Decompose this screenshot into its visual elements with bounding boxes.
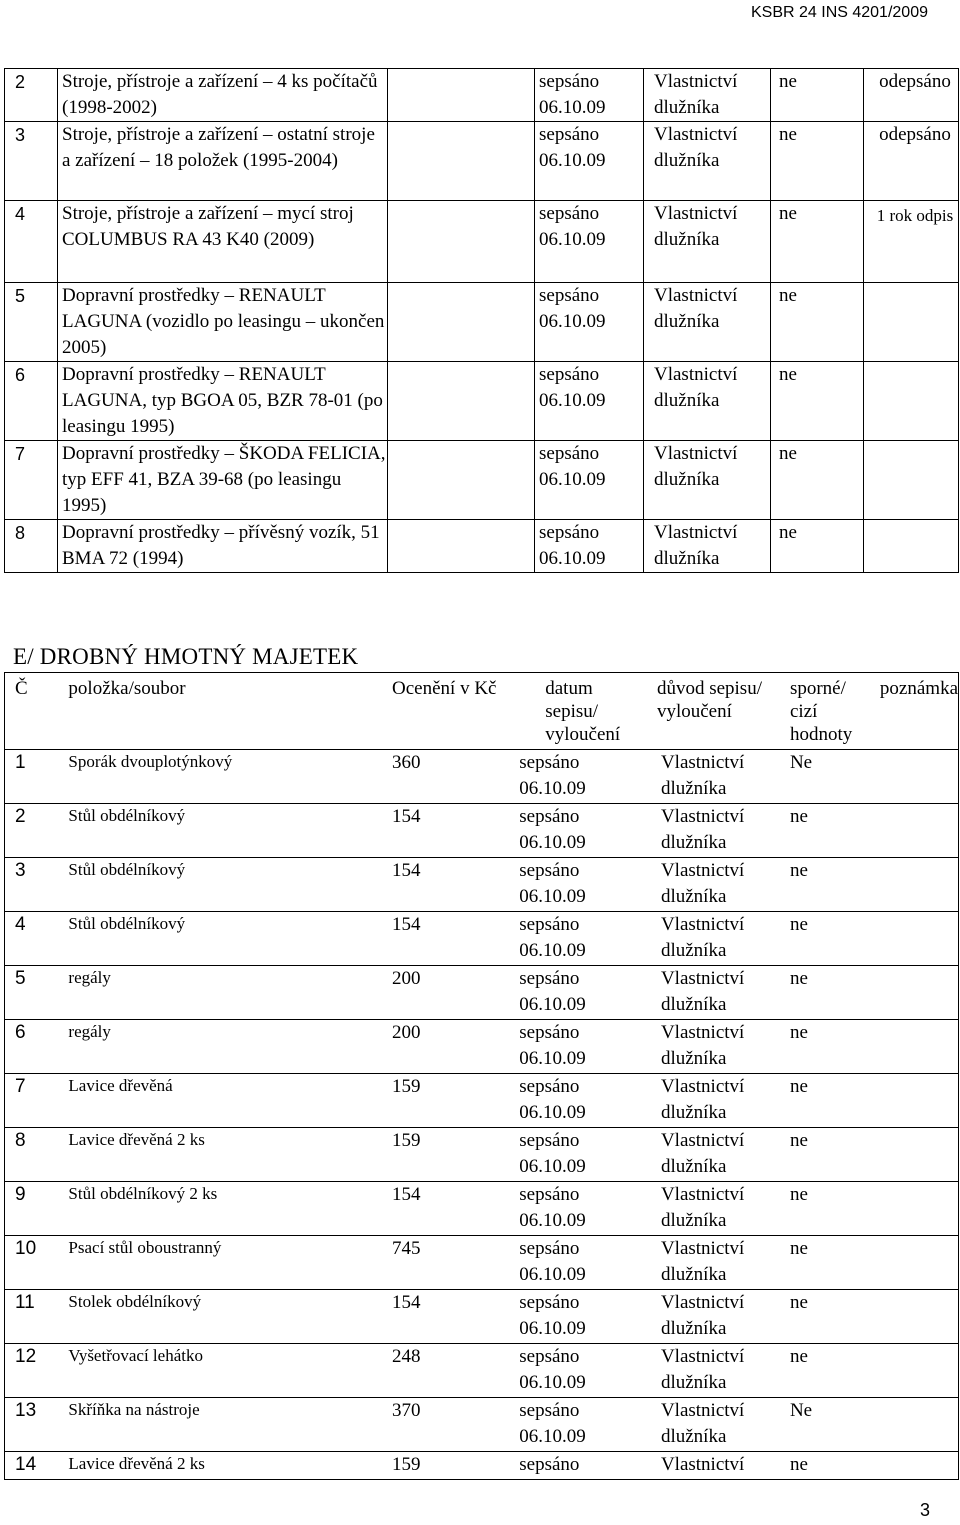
item-disputed: ne <box>782 1020 878 1074</box>
item-disputed: ne <box>782 858 878 912</box>
item-value <box>388 201 535 283</box>
item-value <box>388 283 535 362</box>
item-date: sepsáno 06.10.09 <box>535 362 644 441</box>
table-row <box>5 1344 959 1398</box>
item-description: Dopravní prostředky – RENAULT LAGUNA (vozidlo po leasingu – ukončen 2005) <box>58 283 388 362</box>
row-number: 4 <box>5 912 69 966</box>
item-disputed: ne <box>782 966 878 1020</box>
item-reason: Vlastnictví dlužníka <box>649 858 782 912</box>
item-date: sepsáno 06.10.09 <box>515 1344 649 1398</box>
item-reason: Vlastnictví dlužníka <box>649 1020 782 1074</box>
item-disputed: ne <box>782 1182 878 1236</box>
item-note <box>864 441 959 520</box>
item-disputed: ne <box>771 122 864 201</box>
table-header-row <box>5 673 959 750</box>
item-reason: Vlastnictví dlužníka <box>649 1128 782 1182</box>
table-row <box>5 520 959 573</box>
item-date: sepsáno 06.10.09 <box>515 1398 649 1452</box>
item-note <box>864 283 959 362</box>
row-number: 11 <box>5 1290 69 1344</box>
item-value <box>388 441 535 520</box>
row-number: 1 <box>5 750 69 804</box>
item-date: sepsáno <box>515 1452 649 1480</box>
item-note: odepsáno <box>864 122 959 201</box>
row-number: 2 <box>5 804 69 858</box>
item-value: 200 <box>366 1020 515 1074</box>
row-number: 7 <box>5 441 58 520</box>
row-number: 14 <box>5 1452 69 1480</box>
row-number: 3 <box>5 858 69 912</box>
item-description: Psací stůl oboustranný <box>68 1236 366 1290</box>
item-description: Lavice dřevěná 2 ks <box>68 1128 366 1182</box>
item-description: Stroje, přístroje a zařízení – ostatní stroje a zařízení – 18 položek (1995-2004) <box>58 122 388 201</box>
item-description: Stůl obdélníkový <box>68 804 366 858</box>
item-reason: Vlastnictví dlužníka <box>644 122 771 201</box>
item-reason: Vlastnictví dlužníka <box>644 362 771 441</box>
item-date: sepsáno 06.10.09 <box>515 1020 649 1074</box>
item-date: sepsáno 06.10.09 <box>535 283 644 362</box>
item-note <box>864 520 959 573</box>
row-number: 12 <box>5 1344 69 1398</box>
item-reason: Vlastnictví dlužníka <box>644 520 771 573</box>
item-value: 154 <box>366 804 515 858</box>
table-row <box>5 1182 959 1236</box>
item-note: odepsáno <box>864 69 959 122</box>
item-value: 159 <box>366 1128 515 1182</box>
item-note <box>878 1020 959 1074</box>
row-number: 5 <box>5 283 58 362</box>
item-description: Stůl obdélníkový <box>68 912 366 966</box>
item-value: 154 <box>366 858 515 912</box>
item-description: Lavice dřevěná <box>68 1074 366 1128</box>
item-date: sepsáno 06.10.09 <box>515 1182 649 1236</box>
row-number: 9 <box>5 1182 69 1236</box>
row-number: 7 <box>5 1074 69 1128</box>
item-description: Stroje, přístroje a zařízení – mycí stroj COLUMBUS RA 43 K40 (2009) <box>58 201 388 283</box>
row-number: 3 <box>5 122 58 201</box>
small-assets-table <box>4 672 959 1480</box>
item-value: 154 <box>366 912 515 966</box>
header-note: poznámka <box>879 678 958 699</box>
item-date: sepsáno 06.10.09 <box>535 520 644 573</box>
table-row <box>5 362 959 441</box>
item-value: 159 <box>366 1452 515 1480</box>
table-row <box>5 966 959 1020</box>
document-reference: KSBR 24 INS 4201/2009 <box>750 4 928 21</box>
table-row <box>5 1398 959 1452</box>
item-note <box>878 912 959 966</box>
row-number: 10 <box>5 1236 69 1290</box>
item-disputed: ne <box>771 520 864 573</box>
assets-table-upper <box>4 68 959 573</box>
item-value: 248 <box>366 1344 515 1398</box>
item-date: sepsáno 06.10.09 <box>535 69 644 122</box>
item-reason: Vlastnictví dlužníka <box>649 1074 782 1128</box>
item-disputed: Ne <box>782 1398 878 1452</box>
item-description: Stůl obdélníkový 2 ks <box>68 1182 366 1236</box>
item-value: 370 <box>366 1398 515 1452</box>
table-row <box>5 122 959 201</box>
item-note <box>878 1236 959 1290</box>
item-description: Dopravní prostředky – RENAULT LAGUNA, typ BGOA 05, BZR 78-01 (po leasingu 1995) <box>58 362 388 441</box>
header-disputed: sporné/ cizí hodnoty <box>789 678 853 745</box>
item-reason: Vlastnictví dlužníka <box>644 69 771 122</box>
item-description: Skříňka na nástroje <box>68 1398 366 1452</box>
item-date: sepsáno 06.10.09 <box>515 1128 649 1182</box>
table-row <box>5 750 959 804</box>
header-number: Č <box>5 673 69 750</box>
row-number: 5 <box>5 966 69 1020</box>
item-value <box>388 69 535 122</box>
item-reason: Vlastnictví dlužníka <box>649 1344 782 1398</box>
table-row <box>5 441 959 520</box>
table-row <box>5 201 959 283</box>
row-number: 4 <box>5 201 58 283</box>
table-row <box>5 1128 959 1182</box>
item-note <box>878 804 959 858</box>
item-reason: Vlastnictví dlužníka <box>649 1182 782 1236</box>
item-description: regály <box>68 966 366 1020</box>
item-description: Stroje, přístroje a zařízení – 4 ks počítačů (1998-2002) <box>58 69 388 122</box>
item-description: Dopravní prostředky – přívěsný vozík, 51 BMA 72 (1994) <box>58 520 388 573</box>
item-note <box>878 1452 959 1480</box>
table-row <box>5 1020 959 1074</box>
item-description: Lavice dřevěná 2 ks <box>68 1452 366 1480</box>
item-note <box>878 1182 959 1236</box>
item-value: 200 <box>366 966 515 1020</box>
item-reason: Vlastnictví dlužníka <box>649 1290 782 1344</box>
item-disputed: ne <box>771 69 864 122</box>
item-description: Dopravní prostředky – ŠKODA FELICIA, typ EFF 41, BZA 39-68 (po leasingu 1995) <box>58 441 388 520</box>
item-disputed: ne <box>771 441 864 520</box>
item-reason: Vlastnictví dlužníka <box>644 283 771 362</box>
item-note <box>878 1074 959 1128</box>
item-disputed: Ne <box>782 750 878 804</box>
item-description: Sporák dvouplotýnkový <box>68 750 366 804</box>
table-row <box>5 69 959 122</box>
item-date: sepsáno 06.10.09 <box>515 912 649 966</box>
item-disputed: ne <box>782 1074 878 1128</box>
item-note <box>878 1128 959 1182</box>
item-value: 745 <box>366 1236 515 1290</box>
table-row <box>5 283 959 362</box>
table-row <box>5 1074 959 1128</box>
item-date: sepsáno 06.10.09 <box>535 201 644 283</box>
item-value <box>388 362 535 441</box>
row-number: 8 <box>5 520 58 573</box>
item-date: sepsáno 06.10.09 <box>535 122 644 201</box>
item-value <box>388 122 535 201</box>
item-reason: Vlastnictví dlužníka <box>644 201 771 283</box>
item-reason: Vlastnictví dlužníka <box>649 804 782 858</box>
item-reason: Vlastnictví dlužníka <box>644 441 771 520</box>
item-date: sepsáno 06.10.09 <box>515 858 649 912</box>
item-disputed: ne <box>771 362 864 441</box>
item-note <box>878 1398 959 1452</box>
item-value: 154 <box>366 1182 515 1236</box>
table-row <box>5 804 959 858</box>
row-number: 8 <box>5 1128 69 1182</box>
item-disputed: ne <box>771 283 864 362</box>
item-reason: Vlastnictví dlužníka <box>649 912 782 966</box>
item-reason: Vlastnictví dlužníka <box>649 1236 782 1290</box>
header-item: položka/soubor <box>68 678 186 699</box>
item-date: sepsáno 06.10.09 <box>515 1236 649 1290</box>
page-number: 3 <box>919 1500 930 1520</box>
item-reason: Vlastnictví dlužníka <box>649 966 782 1020</box>
table-row <box>5 1452 959 1480</box>
item-reason: Vlastnictví <box>649 1452 782 1480</box>
item-disputed: ne <box>782 1452 878 1480</box>
table-row <box>5 858 959 912</box>
item-description: Stolek obdélníkový <box>68 1290 366 1344</box>
item-disputed: ne <box>782 1236 878 1290</box>
item-description: regály <box>68 1020 366 1074</box>
table-row <box>5 912 959 966</box>
header-date: datum sepisu/ vyloučení <box>545 678 621 745</box>
table-row <box>5 1236 959 1290</box>
item-disputed: ne <box>782 1128 878 1182</box>
header-value: Ocenění v Kč <box>392 678 497 699</box>
item-description: Stůl obdélníkový <box>68 858 366 912</box>
row-number: 13 <box>5 1398 69 1452</box>
row-number: 6 <box>5 1020 69 1074</box>
item-value: 360 <box>366 750 515 804</box>
item-reason: Vlastnictví dlužníka <box>649 750 782 804</box>
item-date: sepsáno 06.10.09 <box>515 804 649 858</box>
row-number: 2 <box>5 69 58 122</box>
item-date: sepsáno 06.10.09 <box>515 750 649 804</box>
item-date: sepsáno 06.10.09 <box>535 441 644 520</box>
item-disputed: ne <box>782 1344 878 1398</box>
item-note <box>878 858 959 912</box>
item-date: sepsáno 06.10.09 <box>515 1290 649 1344</box>
section-title: E/ DROBNÝ HMOTNÝ MAJETEK <box>13 644 359 669</box>
item-value: 159 <box>366 1074 515 1128</box>
item-reason: Vlastnictví dlužníka <box>649 1398 782 1452</box>
item-description: Vyšetřovací lehátko <box>68 1344 366 1398</box>
header-reason: důvod sepisu/ vyloučení <box>656 678 762 722</box>
item-note <box>878 1344 959 1398</box>
item-note <box>878 750 959 804</box>
item-disputed: ne <box>771 201 864 283</box>
item-disputed: ne <box>782 912 878 966</box>
row-number: 6 <box>5 362 58 441</box>
item-disputed: ne <box>782 804 878 858</box>
item-date: sepsáno 06.10.09 <box>515 966 649 1020</box>
item-disputed: ne <box>782 1290 878 1344</box>
item-value <box>388 520 535 573</box>
table-row <box>5 1290 959 1344</box>
item-note <box>878 1290 959 1344</box>
item-value: 154 <box>366 1290 515 1344</box>
item-date: sepsáno 06.10.09 <box>515 1074 649 1128</box>
item-note: 1 rok odpis <box>864 201 959 283</box>
item-note <box>864 362 959 441</box>
item-note <box>878 966 959 1020</box>
